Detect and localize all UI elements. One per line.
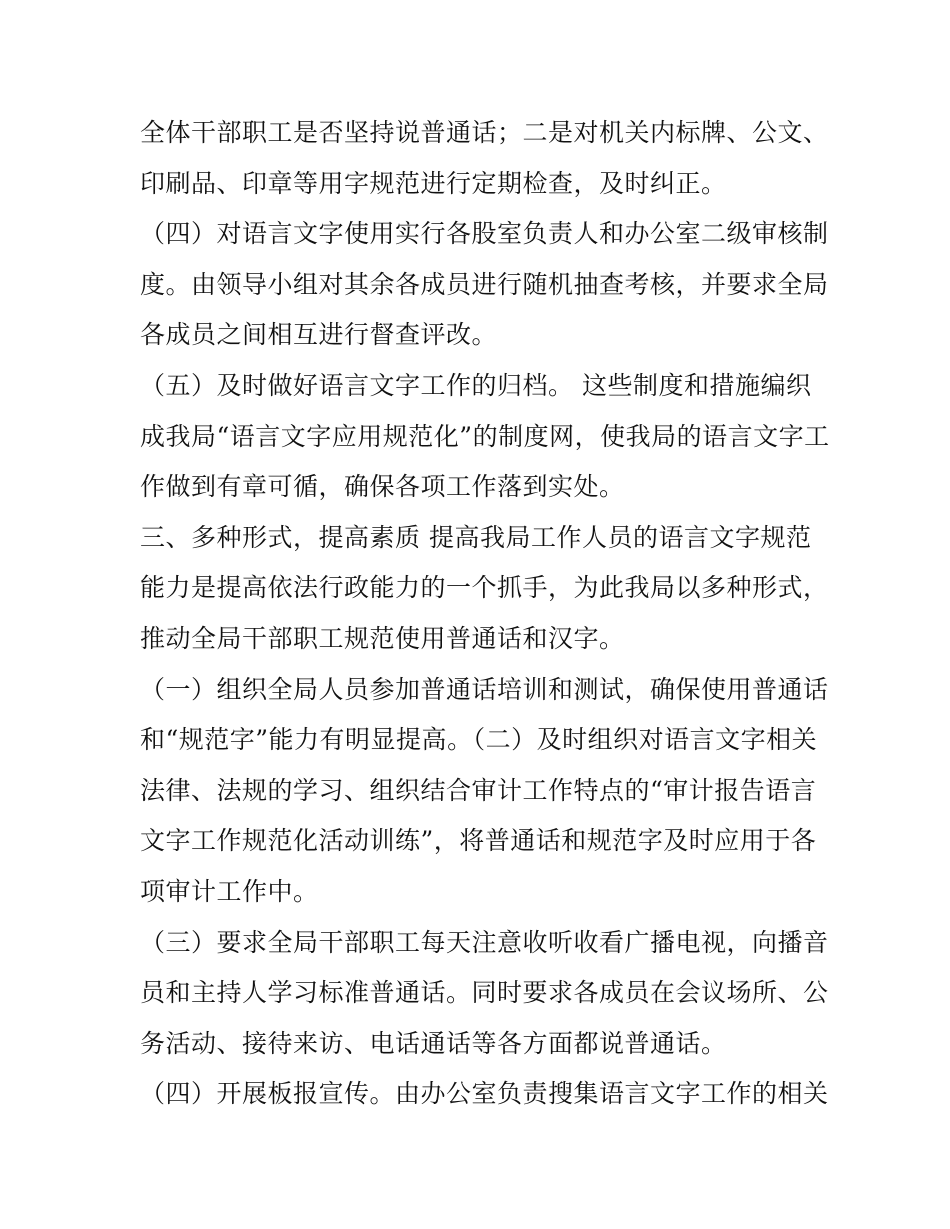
text-line: 作做到有章可循，确保各项工作落到实处。 (140, 472, 625, 502)
document-body (140, 108, 830, 1120)
text-line: 法律、法规的学习、组织结合审计工作特点的“审计报告语言 (140, 775, 817, 805)
text-line: 能力是提高依法行政能力的一个抓手，为此我局以多种形式， (140, 573, 829, 603)
text-line: （一）组织全局人员参加普通话培训和测试，确保使用普通话 (140, 674, 829, 704)
text-line: 各成员之间相互进行督查评改。 (140, 320, 498, 350)
text-line: 项审计工作中。 (140, 876, 319, 906)
text-line: （四）开展板报宣传。由办公室负责搜集语言文字工作的相关 (140, 1079, 829, 1109)
text-line: 推动全局干部职工规范使用普通话和汉字。 (140, 623, 625, 653)
text-line: 三、多种形式，提高素质 提高我局工作人员的语言文字规范 (140, 522, 812, 552)
text-line: 印刷品、印章等用字规范进行定期检查，及时纠正。 (140, 168, 727, 198)
text-line: 务活动、接待来访、电话通话等各方面都说普通话。 (140, 1028, 727, 1058)
text-line: （三）要求全局干部职工每天注意收听收看广播电视，向播音 (140, 927, 829, 957)
text-line: 文字工作规范化活动训练”，将普通话和规范字及时应用于各 (140, 826, 817, 856)
text-line: 全体干部职工是否坚持说普通话；二是对机关内标牌、公文、 (140, 118, 829, 147)
text-line: （四）对语言文字使用实行各股室负责人和办公室二级审核制 (140, 219, 829, 249)
text-line: 成我局“语言文字应用规范化”的制度网，使我局的语言文字工 (140, 421, 830, 451)
text-line: 和“规范字”能力有明显提高。（二）及时组织对语言文字相关 (140, 725, 818, 755)
text-line: 度。由领导小组对其余各成员进行随机抽查考核，并要求全局 (140, 269, 829, 299)
text-line: 员和主持人学习标准普通话。同时要求各成员在会议场所、公 (140, 978, 829, 1008)
text-line: （五）及时做好语言文字工作的归档。 这些制度和措施编织 (140, 370, 812, 400)
